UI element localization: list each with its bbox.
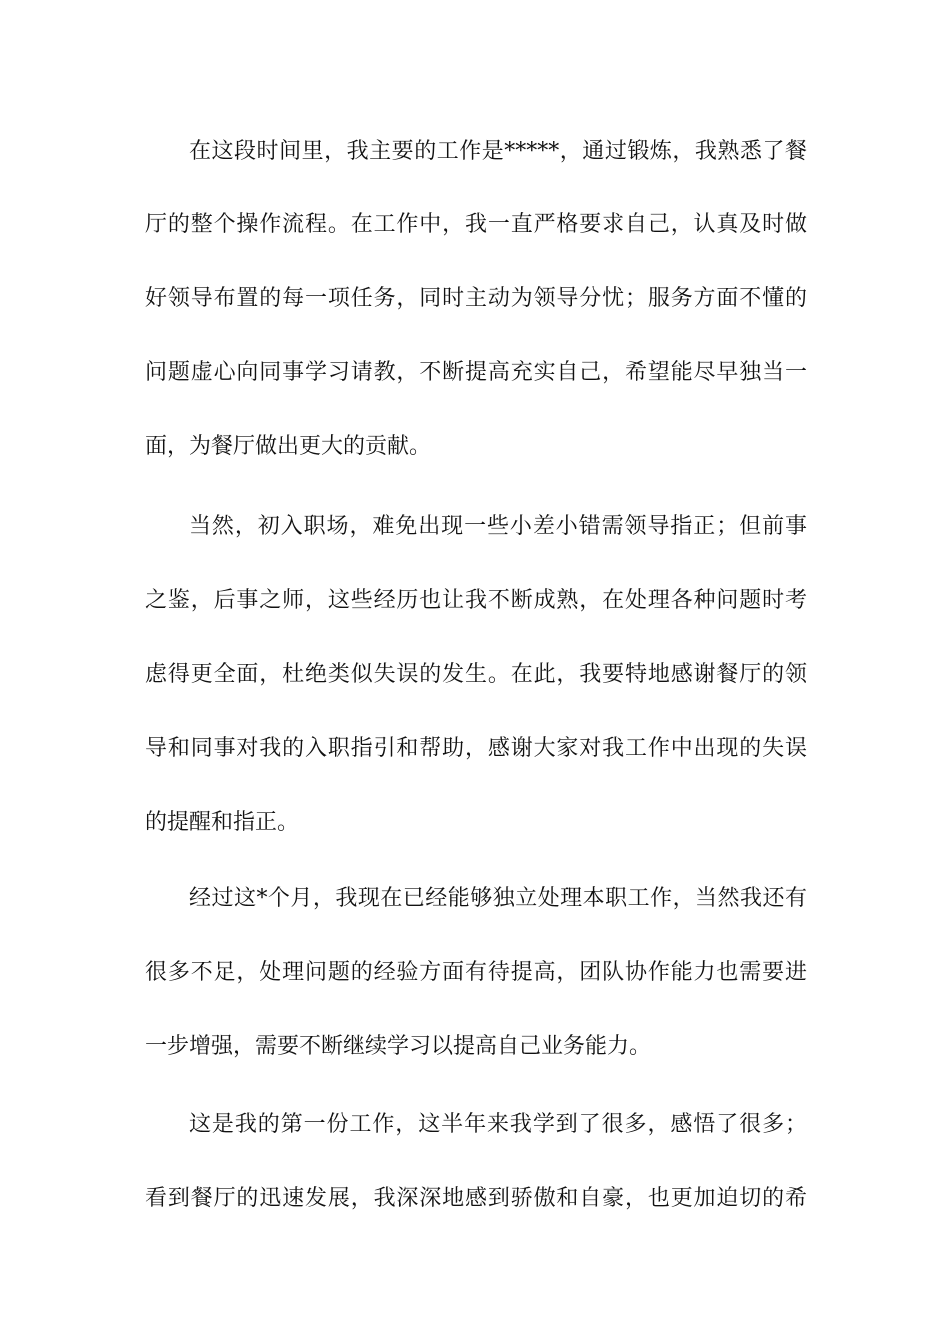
paragraph-2-line-1: 当然，初入职场，难免出现一些小差小错需领导指正；但前事 xyxy=(189,514,807,539)
paragraph-3-line-1: 经过这*个月，我现在已经能够独立处理本职工作，当然我还有 xyxy=(189,886,807,911)
paragraph-4-line-2: 看到餐厅的迅速发展，我深深地感到骄傲和自豪，也更加迫切的希 xyxy=(145,1186,807,1211)
paragraph-1-line-4: 问题虚心向同事学习请教，不断提高充实自己，希望能尽早独当一 xyxy=(145,360,807,385)
paragraph-2-line-4: 导和同事对我的入职指引和帮助，感谢大家对我工作中出现的失误 xyxy=(145,736,807,761)
paragraph-3-line-3: 一步增强，需要不断继续学习以提高自己业务能力。 xyxy=(145,1034,652,1059)
paragraph-1-line-2: 厅的整个操作流程。在工作中，我一直严格要求自己，认真及时做 xyxy=(145,212,807,237)
paragraph-1-line-1: 在这段时间里，我主要的工作是*****，通过锻炼，我熟悉了餐 xyxy=(189,139,807,164)
paragraph-2-line-5: 的提醒和指正。 xyxy=(145,810,300,835)
paragraph-4-line-1: 这是我的第一份工作，这半年来我学到了很多，感悟了很多； xyxy=(189,1112,807,1137)
paragraph-1-line-3: 好领导布置的每一项任务，同时主动为领导分忧；服务方面不懂的 xyxy=(145,286,807,311)
paragraph-2-line-2: 之鉴，后事之师，这些经历也让我不断成熟，在处理各种问题时考 xyxy=(145,588,807,613)
paragraph-1-line-5: 面，为餐厅做出更大的贡献。 xyxy=(145,434,432,459)
paragraph-3-line-2: 很多不足，处理问题的经验方面有待提高，团队协作能力也需要进 xyxy=(145,960,807,985)
paragraph-2-line-3: 虑得更全面，杜绝类似失误的发生。在此，我要特地感谢餐厅的领 xyxy=(145,662,807,687)
